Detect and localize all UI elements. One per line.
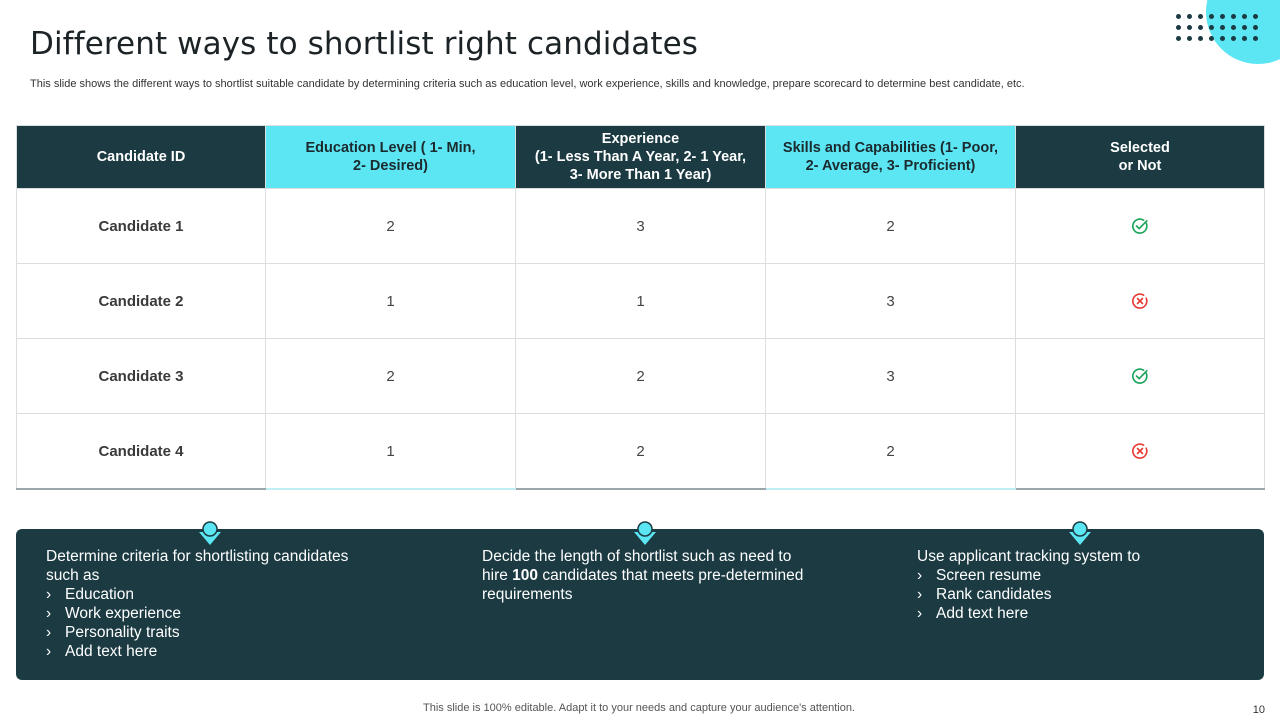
experience-cell: 1 <box>516 264 766 339</box>
header-line: Education Level ( 1- Min, <box>305 140 476 156</box>
dot <box>1198 25 1203 30</box>
header-line: or Not <box>1118 158 1162 174</box>
check-circle-icon <box>1131 217 1149 235</box>
dot <box>1220 36 1225 41</box>
experience-cell: 2 <box>516 339 766 414</box>
header-experience <box>516 126 766 189</box>
ats-list <box>917 566 1237 623</box>
candidate-id-cell: Candidate 4 <box>17 414 266 490</box>
dot <box>1198 14 1203 19</box>
list-item: › Screen resume <box>917 566 1237 585</box>
skills-cell: 2 <box>766 414 1016 490</box>
dot <box>1220 14 1225 19</box>
dot <box>1176 14 1181 19</box>
x-circle-icon <box>1131 442 1149 460</box>
decorative-dot-grid <box>1176 14 1266 46</box>
header-education-level <box>266 126 516 189</box>
selected-cell <box>1016 339 1265 414</box>
header-line: Experience <box>601 131 680 147</box>
dot <box>1176 25 1181 30</box>
header-line: 2- Desired) <box>353 158 428 174</box>
dot <box>1253 25 1258 30</box>
ats-column <box>917 547 1237 623</box>
x-circle-icon <box>1131 292 1149 310</box>
slide-subtitle: This slide shows the different ways to shortlist suitable candidate by determining criteria such as education level, work experience, skills and knowledge, prepare scorecard to determine best candidate, etc. <box>30 78 1025 90</box>
dot <box>1209 36 1214 41</box>
dot <box>1220 25 1225 30</box>
list-item: › Education <box>46 585 376 604</box>
dot <box>1209 25 1214 30</box>
dot <box>1242 36 1247 41</box>
dot <box>1176 36 1181 41</box>
header-line: Candidate ID <box>96 149 186 165</box>
check-circle-icon <box>1131 367 1149 385</box>
candidate-id-cell: Candidate 3 <box>17 339 266 414</box>
education-cell: 2 <box>266 189 516 264</box>
skills-cell: 3 <box>766 264 1016 339</box>
list-item: › Work experience <box>46 604 376 623</box>
pin-marker-icon <box>632 521 658 547</box>
page-number: 10 <box>1252 704 1265 716</box>
header-candidate-id <box>17 126 266 189</box>
ats-intro: Use applicant tracking system to <box>917 548 1141 565</box>
criteria-column <box>46 547 376 661</box>
dot <box>1187 36 1192 41</box>
slide-title: Different ways to shortlist right candidates <box>30 26 699 62</box>
pin-marker-icon <box>1067 521 1093 547</box>
dot <box>1209 14 1214 19</box>
skills-cell: 3 <box>766 339 1016 414</box>
shortlist-length-column <box>482 547 812 604</box>
candidate-id-cell: Candidate 1 <box>17 189 266 264</box>
criteria-intro: Determine criteria for shortlisting candidates such as <box>46 548 349 584</box>
header-line: Skills and Capabilities (1- Poor, <box>782 140 999 156</box>
dot <box>1253 36 1258 41</box>
header-line: 2- Average, 3- Proficient) <box>805 158 976 174</box>
table-row <box>17 339 1265 414</box>
dot <box>1242 25 1247 30</box>
dot <box>1231 14 1236 19</box>
dot <box>1242 14 1247 19</box>
shortlisting-steps-panel <box>16 529 1264 680</box>
education-cell: 1 <box>266 264 516 339</box>
experience-cell: 2 <box>516 414 766 490</box>
header-line: Selected <box>1110 140 1170 156</box>
header-line: (1- Less Than A Year, 2- 1 Year, <box>534 149 747 165</box>
list-item: › Personality traits <box>46 623 376 642</box>
selected-cell <box>1016 264 1265 339</box>
list-item: › Add text here <box>917 604 1237 623</box>
dot <box>1231 25 1236 30</box>
slide-footer: This slide is 100% editable. Adapt it to your needs and capture your audience's attention. <box>423 702 855 714</box>
shortlist-text-start: Decide the length of shortlist such as need to hire <box>482 548 792 584</box>
candidate-criteria-table <box>16 125 1265 490</box>
header-line: 3- More Than 1 Year) <box>569 167 712 183</box>
education-cell: 1 <box>266 414 516 490</box>
experience-cell: 3 <box>516 189 766 264</box>
shortlist-text-end: candidates that meets pre-determined requirements <box>482 567 804 603</box>
list-item: › Add text here <box>46 642 376 661</box>
dot <box>1253 14 1258 19</box>
education-cell: 2 <box>266 339 516 414</box>
table-header-row <box>17 126 1265 189</box>
table-row <box>17 414 1265 490</box>
candidate-id-cell: Candidate 2 <box>17 264 266 339</box>
table-row <box>17 189 1265 264</box>
header-skills <box>766 126 1016 189</box>
selected-cell <box>1016 414 1265 490</box>
dot <box>1231 36 1236 41</box>
criteria-list <box>46 585 376 661</box>
dot <box>1187 25 1192 30</box>
shortlist-count: 100 <box>512 567 539 584</box>
list-item: › Rank candidates <box>917 585 1237 604</box>
pin-marker-icon <box>197 521 223 547</box>
skills-cell: 2 <box>766 189 1016 264</box>
dot <box>1187 14 1192 19</box>
header-selected <box>1016 126 1265 189</box>
selected-cell <box>1016 189 1265 264</box>
table-row <box>17 264 1265 339</box>
dot <box>1198 36 1203 41</box>
